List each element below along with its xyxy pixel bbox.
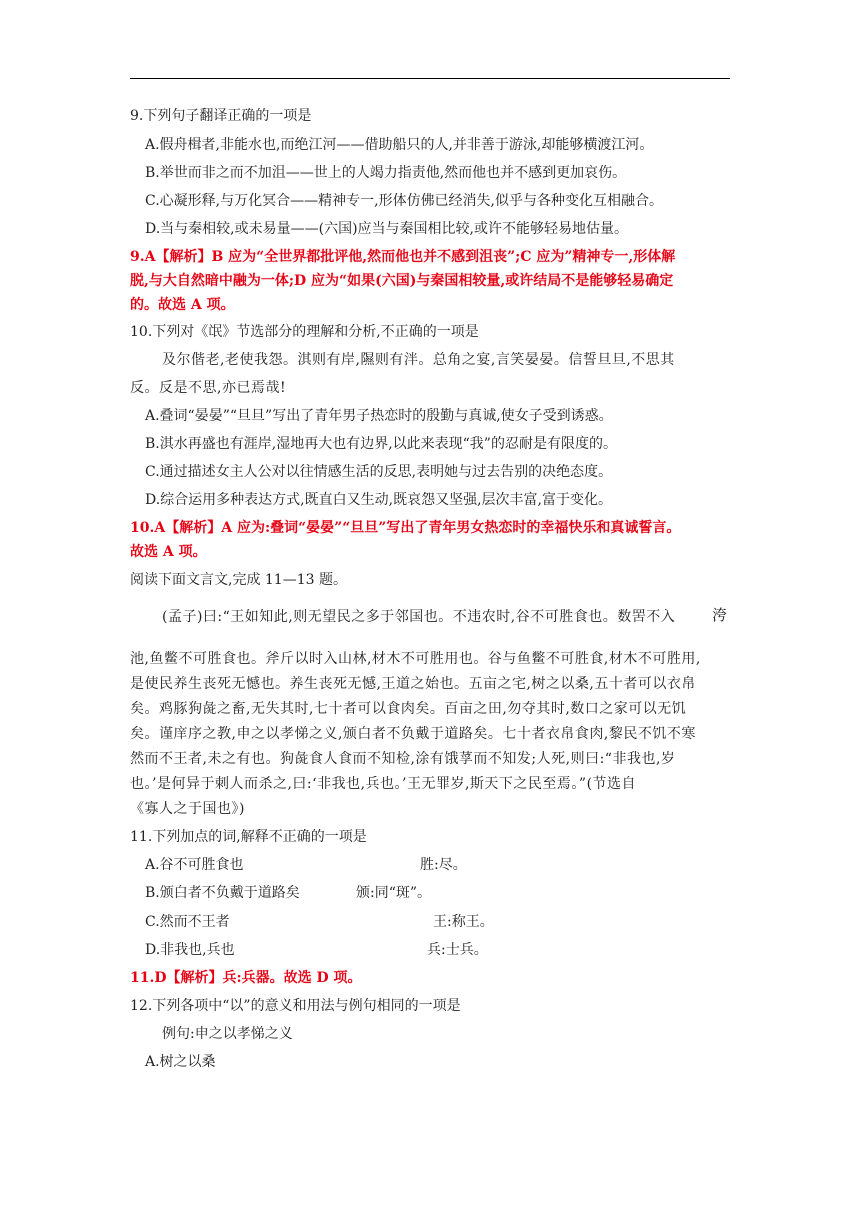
q11-answer: 11.D【解析】兵:兵器。故选 D 项。 [130,970,362,986]
passage-line-5: 矣。谨庠序之教,申之以孝悌之义,颁白者不负戴于道路矣。七十者衣帛食肉,黎民不饥不寒 [130,726,696,742]
q9-option-c: C.心凝形释,与万化冥合——精神专一,形体仿佛已经消失,似乎与各种变化互相融合。 [145,193,664,209]
q11-option-b: B.颁白者不负戴于道路矣 [145,885,300,901]
q11-option-b-gloss: 颁:同“斑”。 [356,885,432,901]
q11-option-a-gloss: 胜:尽。 [420,857,467,873]
q12-option-a: A.树之以桑 [145,1054,216,1070]
passage-line-3: 是使民养生丧死无憾也。养生丧死无憾,王道之始也。五亩之宅,树之以桑,五十者可以衣帛 [130,676,696,692]
passage-line-1-tail: 洿 [712,606,728,624]
q11-option-c-gloss: 王:称王。 [433,914,494,930]
passage-line-1: (孟子)曰:“王如知此,则无望民之多于邻国也。不违农时,谷不可胜食也。数罟不入 [162,609,676,625]
q9-option-d: D.当与秦相较,或未易量——(六国)应当与秦国相比较,或许不能够轻易地估量。 [145,221,628,237]
q10-option-b: B.淇水再盛也有涯岸,湿地再大也有边界,以此来表现“我”的忍耐是有限度的。 [145,436,617,452]
passage-line-6: 然而不王者,未之有也。狗彘食人食而不知检,涂有饿莩而不知发;人死,则曰:“非我也,岁 [130,751,676,767]
q10-option-a: A.叠词“晏晏”“旦旦”写出了青年男子热恋时的殷勤与真诚,使女子受到诱惑。 [145,408,613,424]
passage-line-4: 矣。鸡豚狗彘之畜,无失其时,七十者可以食肉矣。百亩之田,勿夺其时,数口之家可以无饥 [130,701,687,717]
q9-answer-line-3: 的。故选 A 项。 [130,297,235,313]
passage-line-7: 也。’是何异于刺人而杀之,曰:‘非我也,兵也。’王无罪岁,斯天下之民至焉。”(节选自 [130,776,637,792]
q10-poem-line-2: 反。反是不思,亦已焉哉! [130,380,287,396]
q11-stem: 11.下列加点的词,解释不正确的一项是 [130,829,367,845]
q11-option-d: D.非我也,兵也 [145,942,235,958]
q12-stem: 12.下列各项中“以”的意义和用法与例句相同的一项是 [130,998,461,1014]
q9-option-a: A.假舟楫者,非能水也,而绝江河——借助船只的人,并非善于游泳,却能够横渡江河。 [145,137,654,153]
q9-answer-line-1: 9.A【解析】B 应为“全世界都批评他,然而他也并不感到沮丧”;C 应为”精神专一,形体解 [130,249,676,265]
q12-example: 例句:申之以孝悌之义 [162,1026,293,1042]
q10-option-c: C.通过描述女主人公对以往情感生活的反思,表明她与过去告别的决绝态度。 [145,464,613,480]
q9-option-b: B.举世而非之而不加沮——世上的人竭力指责他,然而他也并不感到更加哀伤。 [145,165,627,181]
q10-answer-line-2: 故选 A 项。 [130,544,207,560]
header-rule [130,78,730,79]
reading-intro: 阅读下面文言文,完成 11—13 题。 [130,572,347,588]
q11-option-c: C.然而不王者 [145,914,230,930]
q10-option-d: D.综合运用多种表达方式,既直白又生动,既哀怨又坚强,层次丰富,富于变化。 [145,492,612,508]
q10-stem: 10.下列对《氓》节选部分的理解和分析,不正确的一项是 [130,324,479,340]
q10-poem-line-1: 及尔偕老,老使我怨。淇则有岸,隰则有泮。总角之宴,言笑晏晏。信誓旦旦,不思其 [162,352,675,368]
passage-line-8: 《寡人之于国也》) [130,801,245,817]
q11-option-a: A.谷不可胜食也 [145,857,244,873]
q9-stem: 9.下列句子翻译正确的一项是 [130,108,312,124]
q10-answer-line-1: 10.A【解析】A 应为:叠词“晏晏”“旦旦”写出了青年男女热恋时的幸福快乐和真诚誓言。 [130,520,681,536]
q9-answer-line-2: 脱,与大自然暗中融为一体;D 应为“如果(六国)与秦国相较量,或许结局不是能够轻易确定 [130,273,674,289]
q11-option-d-gloss: 兵:士兵。 [427,942,488,958]
passage-line-2: 池,鱼鳖不可胜食也。斧斤以时入山林,材木不可胜用也。谷与鱼鳖不可胜食,材木不可胜用, [130,651,701,667]
